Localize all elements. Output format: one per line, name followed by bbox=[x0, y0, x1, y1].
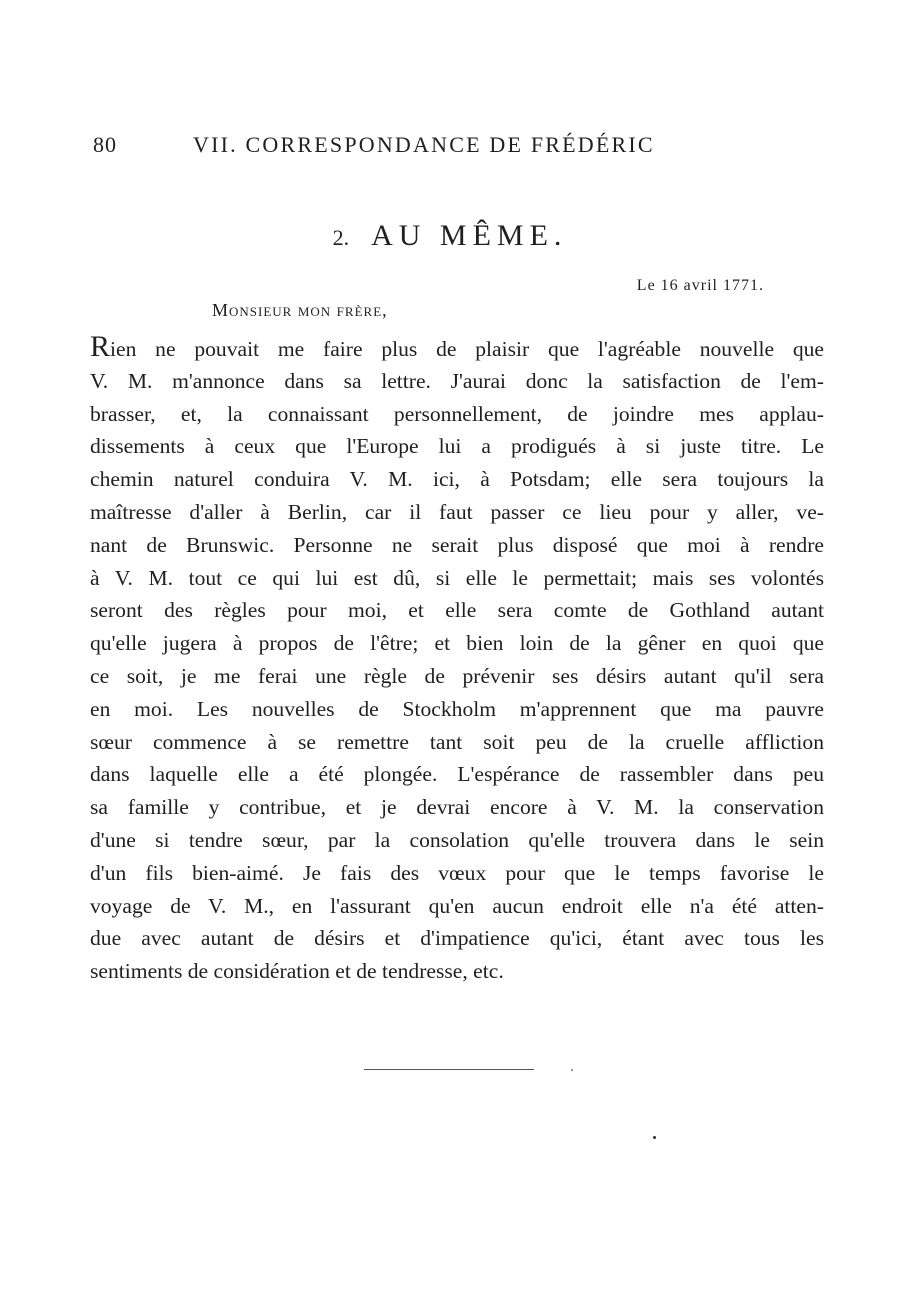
body-line: voyage de V. M., en l'assurant qu'en aucun endroit elle n'a été atten- bbox=[90, 893, 824, 918]
letter-body bbox=[90, 332, 824, 988]
print-speck bbox=[571, 1069, 573, 1071]
body-line: maîtresse d'aller à Berlin, car il faut passer ce lieu pour y aller, ve- bbox=[90, 499, 824, 524]
body-line: à V. M. tout ce qui lui est dû, si elle le permettait; mais ses volontés bbox=[90, 565, 824, 590]
initial-letter: R bbox=[90, 330, 111, 363]
body-line: V. M. m'annonce dans sa lettre. J'aurai donc la satisfaction de l'em- bbox=[90, 368, 824, 393]
body-line: sentiments de considération et de tendresse, etc. bbox=[90, 959, 504, 984]
body-line: nant de Brunswic. Personne ne serait plus disposé que moi à rendre bbox=[90, 532, 824, 557]
body-line: ce soit, je me ferai une règle de prévenir ses désirs autant qu'il sera bbox=[90, 663, 824, 688]
print-speck bbox=[653, 1136, 656, 1139]
body-line: en moi. Les nouvelles de Stockholm m'apprennent que ma pauvre bbox=[90, 696, 824, 721]
body-line: sa famille y contribue, et je devrai encore à V. M. la conservation bbox=[90, 795, 824, 820]
body-line: qu'elle jugera à propos de l'être; et bien loin de la gêner en quoi que bbox=[90, 631, 824, 656]
section-title: AU MÊME. bbox=[371, 219, 568, 252]
letter-salutation: Monsieur mon frère, bbox=[212, 300, 388, 320]
body-line: d'un fils bien-aimé. Je fais des vœux pour que le temps favorise le bbox=[90, 860, 824, 885]
body-line: d'une si tendre sœur, par la consolation qu'elle trouvera dans le sein bbox=[90, 827, 824, 852]
body-line: chemin naturel conduira V. M. ici, à Potsdam; elle sera toujours la bbox=[90, 467, 824, 492]
letter-date: Le 16 avril 1771. bbox=[636, 277, 764, 294]
body-line: brasser, et, la connaissant personnellement, de joindre mes applau- bbox=[90, 401, 824, 426]
body-line: seront des règles pour moi, et elle sera comte de Gothland autant bbox=[90, 598, 824, 623]
body-line: dans laquelle elle a été plongée. L'espérance de rassembler dans peu bbox=[90, 762, 824, 787]
body-line: sœur commence à se remettre tant soit peu de la cruelle affliction bbox=[90, 729, 824, 754]
running-head: VII. CORRESPONDANCE DE FRÉDÉRIC bbox=[193, 132, 655, 157]
first-line-text: ien ne pouvait me faire plus de plaisir que l'agréable nouvelle que bbox=[110, 337, 824, 361]
body-line: due avec autant de désirs et d'impatience qu'ici, étant avec tous les bbox=[90, 926, 824, 951]
closing-rule bbox=[364, 1069, 534, 1070]
body-line: dissements à ceux que l'Europe lui a prodigués à si juste titre. Le bbox=[90, 434, 824, 459]
body-line bbox=[90, 332, 824, 365]
section-heading bbox=[0, 219, 900, 253]
section-number: 2. bbox=[332, 225, 350, 250]
page-number: 80 bbox=[93, 132, 117, 157]
